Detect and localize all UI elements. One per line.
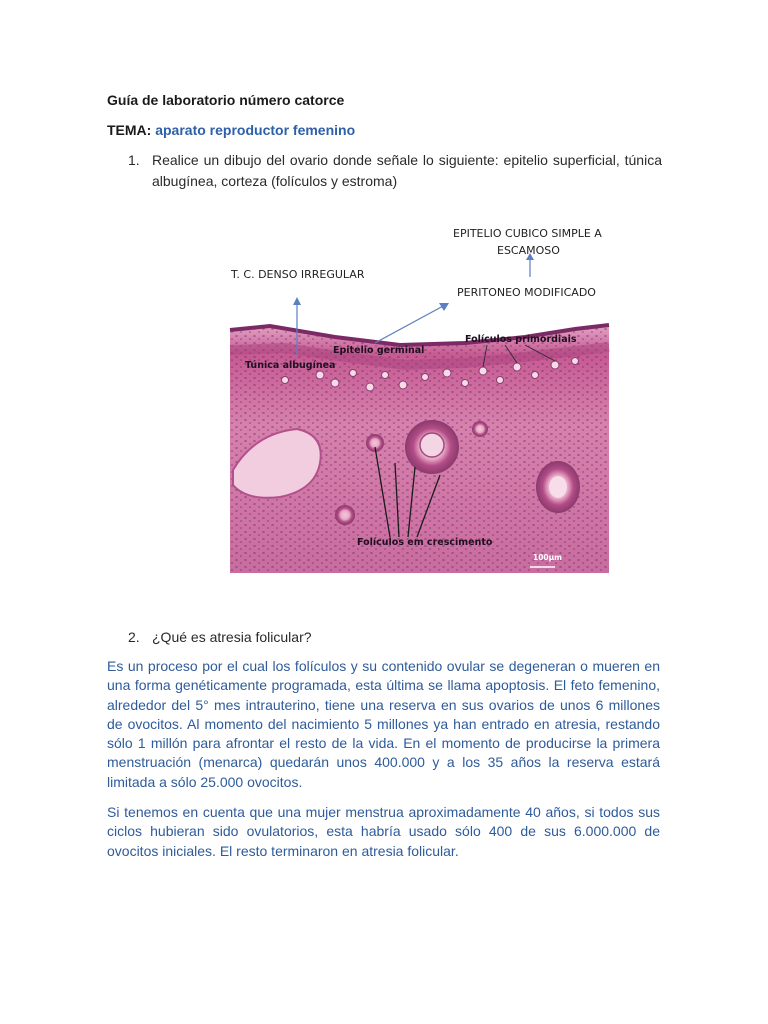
question-text: Realice un dibujo del ovario donde señale lo siguiente: epitelio superficial, túnica albugínea, corteza (folículos y estroma) [152,152,662,189]
label-epitelio-germinal: Epitelio germinal [333,345,425,356]
ovary-figure [225,215,635,577]
annotation-epitelio-line2: ESCAMOSO [497,244,560,257]
answer-paragraph-1: Es un proceso por el cual los folículos y su contenido ovular se degeneran o mueren en una forma genéticamente programada, esta última se llama apoptosis. El feto femenino, alrededor del 5° mes intrauterino, tiene una reserva en sus ovarios de unos 6 millones de ovocitos. Al momento del nacimiento 5 millones ya han entrado en atresia, restando sólo 1 millón para afrontar el resto de la vida. En el momento de producirse la primera menstruación (menarca) quedarán unos 400.000 y a los 35 años la reserva estará limitada a sólo 25.000 ovocitos. [107,658,660,790]
tema-label: TEMA: [107,122,152,138]
label-foliculos-crescimento: Folículos em crescimento [357,537,493,548]
label-tunica-albuginea: Túnica albugínea [245,360,336,371]
annotation-tc-denso: T. C. DENSO IRREGULAR [231,268,365,281]
label-foliculos-primordiais: Folículos primordiais [465,334,577,345]
annotation-epitelio-line1: EPITELIO CUBICO SIMPLE A [453,227,602,240]
question-text: ¿Qué es atresia folicular? [152,629,312,645]
answer-paragraph-2: Si tenemos en cuenta que una mujer menstrua aproximadamente 40 años, si todos sus ciclos hubieran sido ovulatorios, esta habría usado sólo 400 de sus 6.000.000 de ovocitos iniciales. El resto terminaron en atresia folicular. [107,804,660,859]
question-number: 2. [128,629,140,645]
annotation-peritoneo: PERITONEO MODIFICADO [457,286,596,299]
question-number: 1. [128,152,140,168]
tema-line [107,122,355,138]
guide-title: Guía de laboratorio número catorce [107,92,345,108]
question-2 [128,627,662,648]
question-1 [128,150,662,192]
tema-value: aparato reproductor femenino [155,122,356,138]
label-scale: 100μm [533,553,562,562]
